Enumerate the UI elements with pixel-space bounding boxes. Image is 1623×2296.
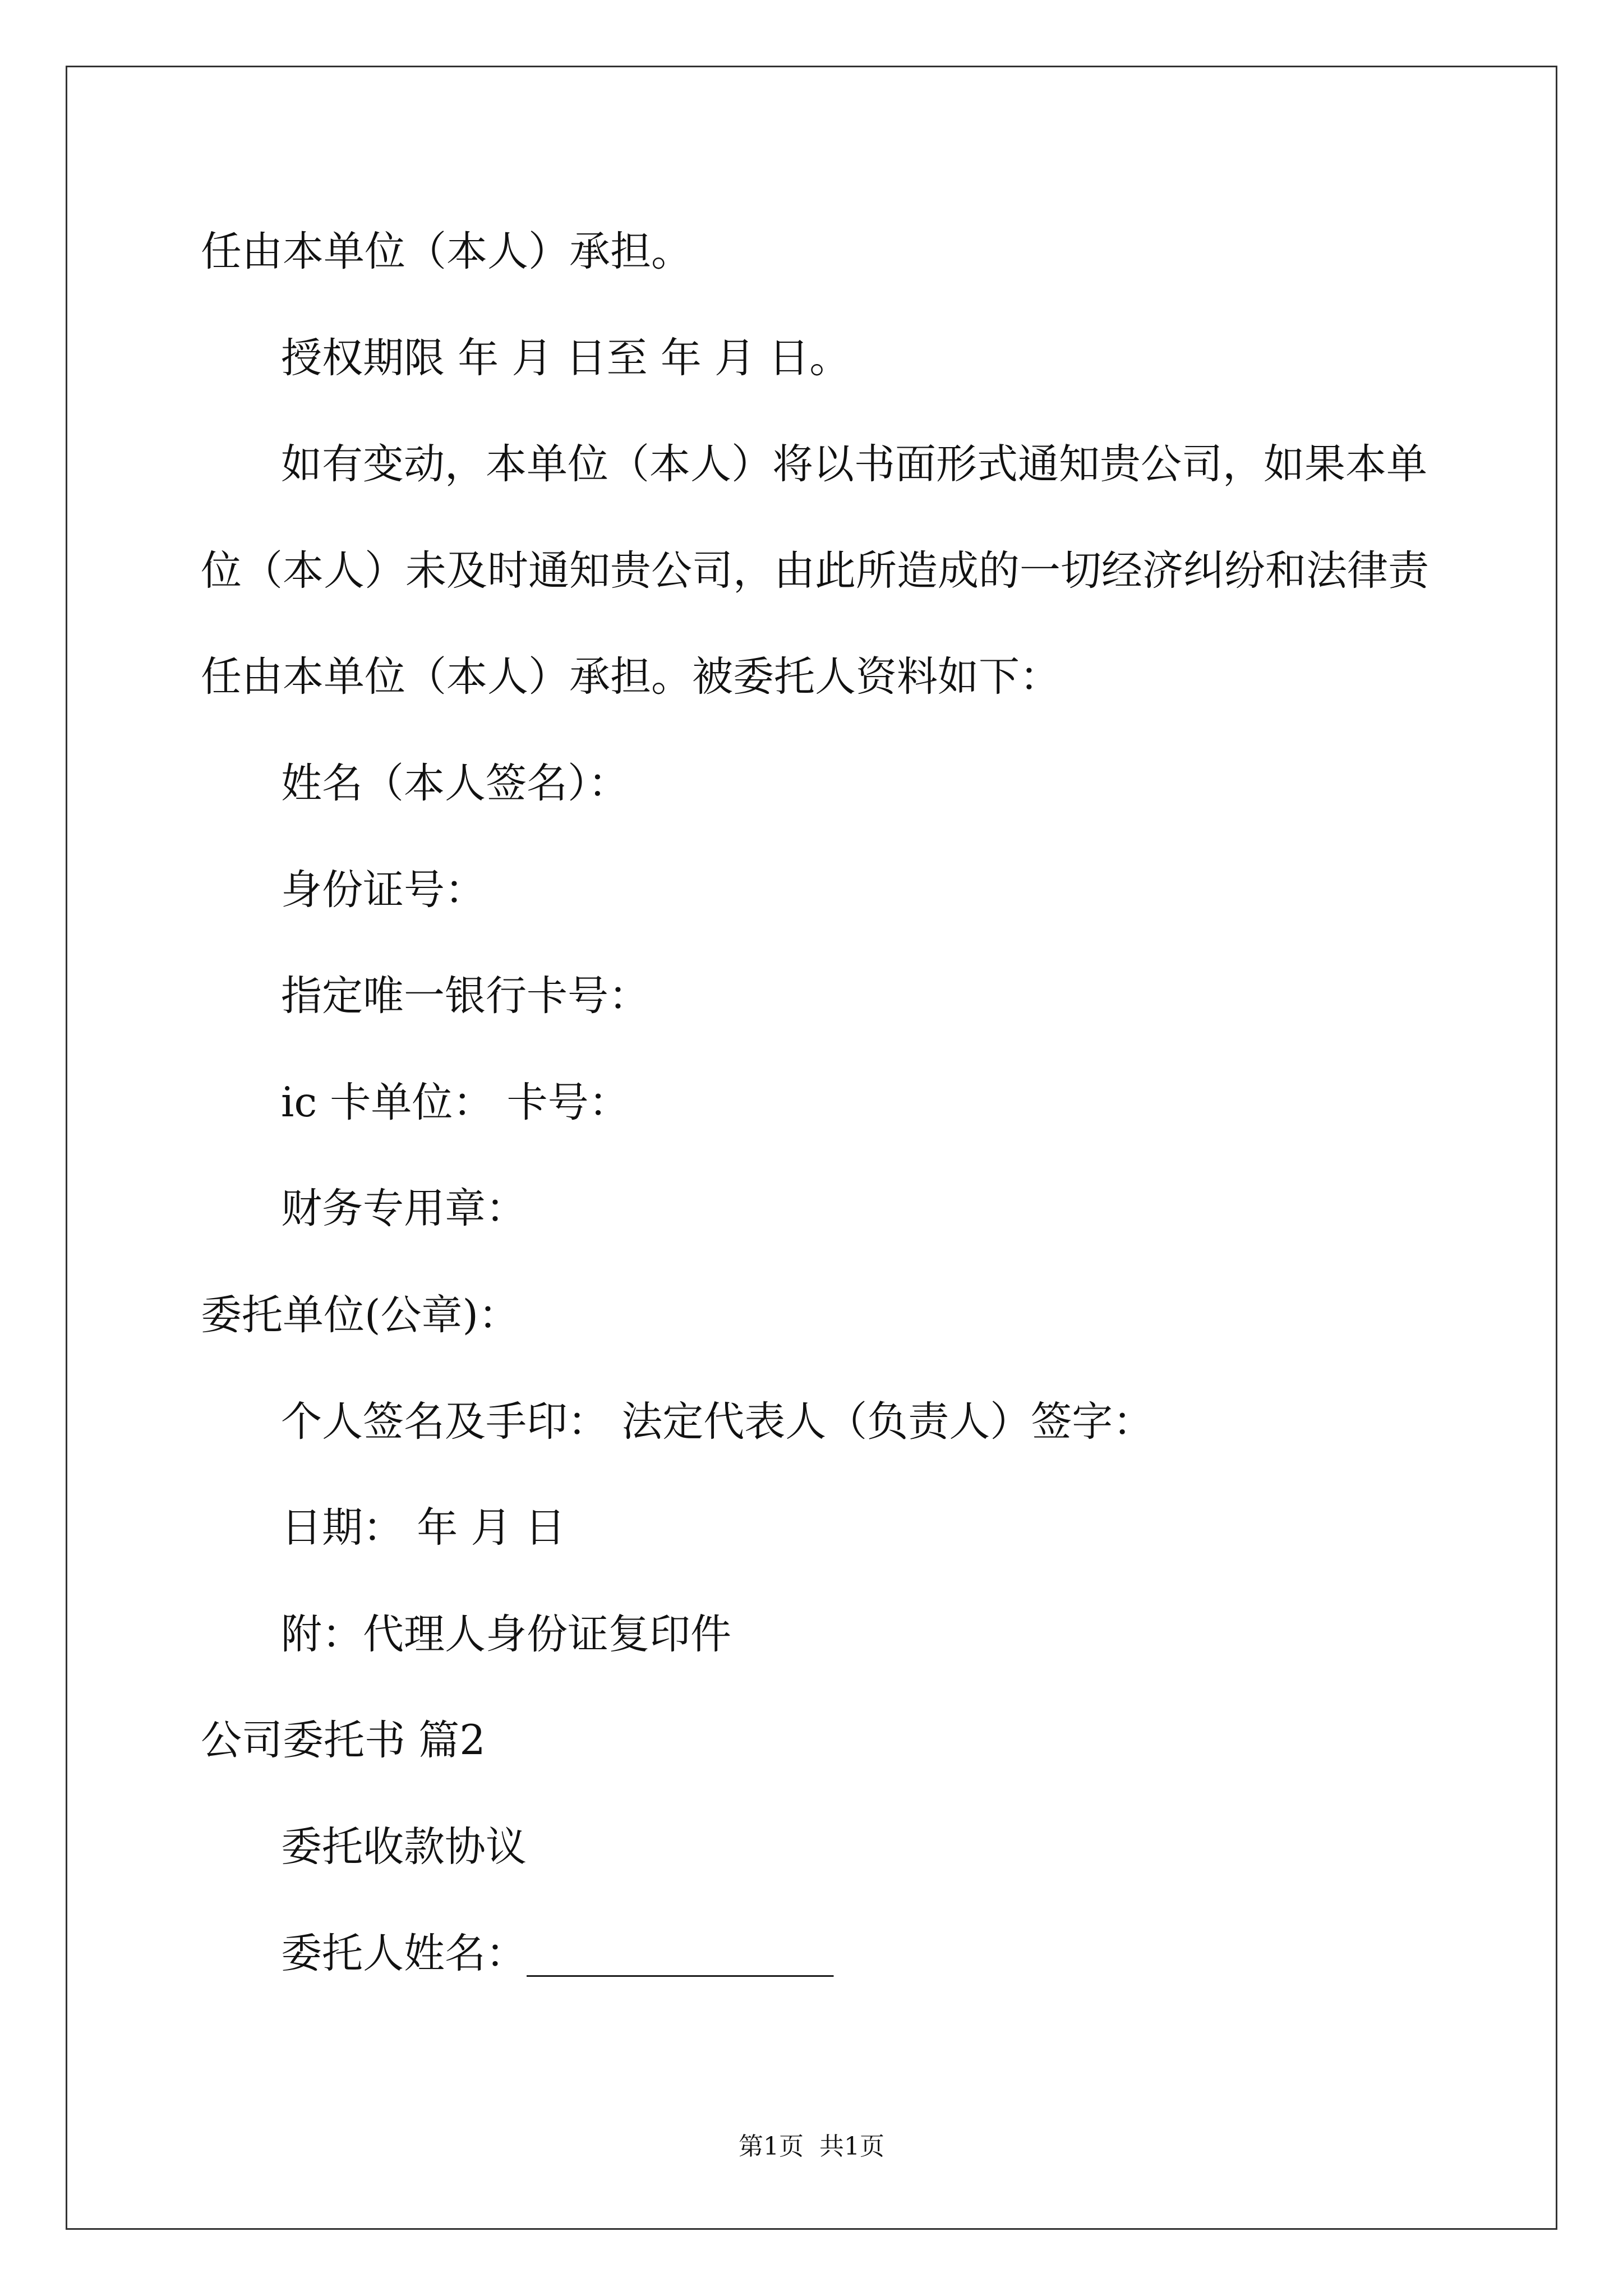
text-line: 授权期限 年 月 日至 年 月 日。 xyxy=(281,334,851,382)
text-line: ic 卡单位： 卡号： xyxy=(281,1078,630,1126)
text-line: 附：代理人身份证复印件 xyxy=(281,1610,731,1658)
text-line: 委托单位(公章)： xyxy=(201,1291,519,1339)
text-line: 委托收款协议 xyxy=(281,1823,527,1871)
text-line: 任由本单位（本人）承担。 xyxy=(201,228,692,275)
text-line: 个人签名及手印： 法定代表人（负责人）签字： xyxy=(281,1397,1154,1446)
text-line: 财务专用章： xyxy=(281,1185,527,1233)
text-line: 指定唯一银行卡号： xyxy=(281,972,649,1020)
text-line: 位（本人）未及时通知贵公司，由此所造成的一切经济纠纷和法律责 xyxy=(201,546,1429,595)
text-line: 日期： 年 月 日 xyxy=(281,1504,566,1552)
text-line: 如有变动，本单位（本人）将以书面形式通知贵公司，如果本单 xyxy=(281,440,1427,489)
document-body xyxy=(201,199,1536,2007)
text-line: 姓名（本人签名）： xyxy=(281,759,629,807)
page-footer: 第1页 共1页 xyxy=(739,2132,884,2161)
text-line: 任由本单位（本人）承担。被委托人资料如下： xyxy=(201,653,1061,701)
section-heading: 公司委托书 篇2 xyxy=(201,1717,486,1765)
text-line: 身份证号： xyxy=(281,866,486,914)
text-line: 委托人姓名：_______________ xyxy=(281,1929,834,1977)
